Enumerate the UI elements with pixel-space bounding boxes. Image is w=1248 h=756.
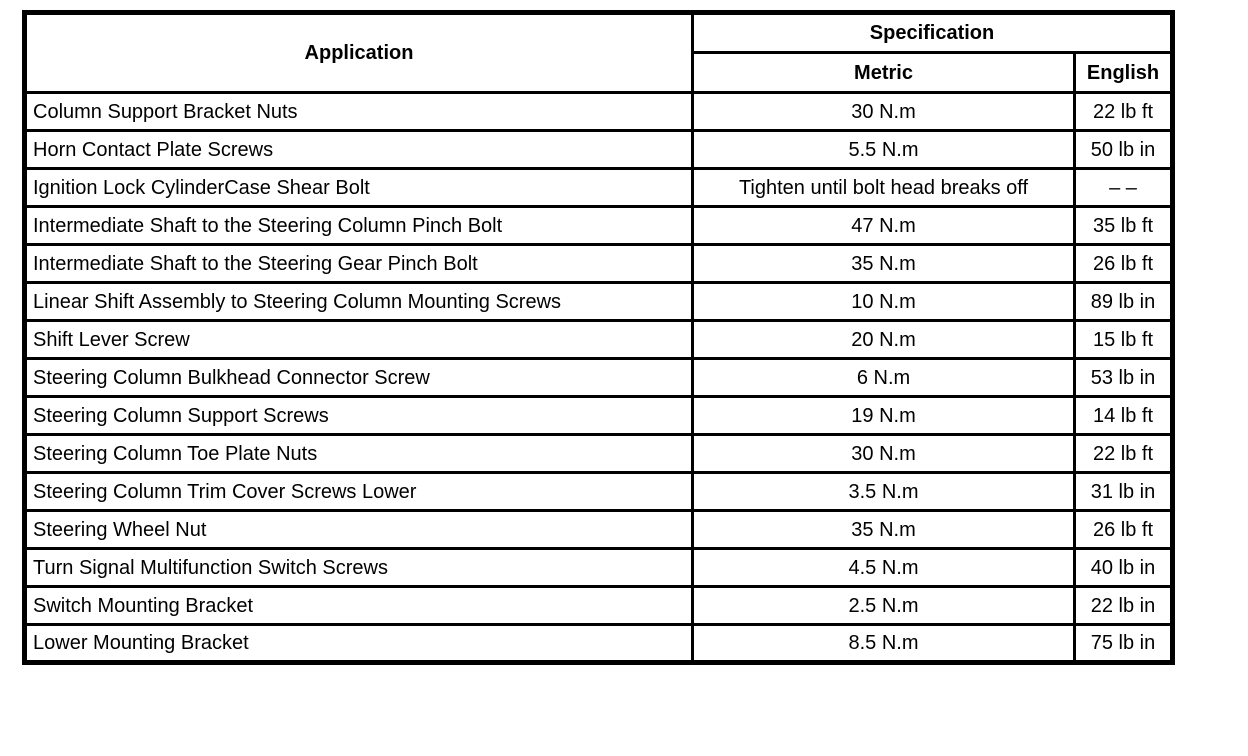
metric-cell: 30 N.m: [693, 435, 1075, 473]
metric-cell: 6 N.m: [693, 359, 1075, 397]
metric-cell: 10 N.m: [693, 283, 1075, 321]
metric-cell: 47 N.m: [693, 207, 1075, 245]
metric-cell: 8.5 N.m: [693, 625, 1075, 663]
english-header: English: [1075, 53, 1173, 93]
application-cell: Steering Column Toe Plate Nuts: [25, 435, 693, 473]
application-header: Application: [25, 13, 693, 93]
application-cell: Intermediate Shaft to the Steering Gear Pinch Bolt: [25, 245, 693, 283]
english-cell: 53 lb in: [1075, 359, 1173, 397]
metric-cell: Tighten until bolt head breaks off: [693, 169, 1075, 207]
table-row: [25, 321, 1173, 359]
table-row: [25, 359, 1173, 397]
english-cell: 26 lb ft: [1075, 511, 1173, 549]
table-row: [25, 625, 1173, 663]
application-cell: Intermediate Shaft to the Steering Column Pinch Bolt: [25, 207, 693, 245]
table-row: [25, 511, 1173, 549]
english-cell: 15 lb ft: [1075, 321, 1173, 359]
english-cell: 40 lb in: [1075, 549, 1173, 587]
application-cell: Steering Column Bulkhead Connector Screw: [25, 359, 693, 397]
header-row-1: [25, 13, 1173, 53]
application-cell: Steering Column Trim Cover Screws Lower: [25, 473, 693, 511]
metric-cell: 35 N.m: [693, 511, 1075, 549]
table-row: [25, 131, 1173, 169]
table-row: [25, 397, 1173, 435]
metric-cell: 2.5 N.m: [693, 587, 1075, 625]
english-cell: – –: [1075, 169, 1173, 207]
metric-cell: 4.5 N.m: [693, 549, 1075, 587]
metric-cell: 30 N.m: [693, 93, 1075, 131]
english-cell: 35 lb ft: [1075, 207, 1173, 245]
metric-cell: 19 N.m: [693, 397, 1075, 435]
application-cell: Steering Wheel Nut: [25, 511, 693, 549]
english-cell: 22 lb in: [1075, 587, 1173, 625]
application-cell: Steering Column Support Screws: [25, 397, 693, 435]
application-cell: Linear Shift Assembly to Steering Column Mounting Screws: [25, 283, 693, 321]
application-cell: Shift Lever Screw: [25, 321, 693, 359]
table-row: [25, 245, 1173, 283]
metric-header: Metric: [693, 53, 1075, 93]
english-cell: 89 lb in: [1075, 283, 1173, 321]
application-cell: Column Support Bracket Nuts: [25, 93, 693, 131]
metric-cell: 3.5 N.m: [693, 473, 1075, 511]
table-row: [25, 93, 1173, 131]
english-cell: 26 lb ft: [1075, 245, 1173, 283]
table-body: [25, 93, 1173, 663]
table-row: [25, 587, 1173, 625]
metric-cell: 5.5 N.m: [693, 131, 1075, 169]
english-cell: 14 lb ft: [1075, 397, 1173, 435]
english-cell: 22 lb ft: [1075, 435, 1173, 473]
table-row: [25, 283, 1173, 321]
table-row: [25, 473, 1173, 511]
table-row: [25, 435, 1173, 473]
table-row: [25, 169, 1173, 207]
table-row: [25, 207, 1173, 245]
application-cell: Ignition Lock CylinderCase Shear Bolt: [25, 169, 693, 207]
table-row: [25, 549, 1173, 587]
specification-header: Specification: [693, 13, 1173, 53]
english-cell: 31 lb in: [1075, 473, 1173, 511]
torque-spec-table: [22, 10, 1175, 665]
application-cell: Lower Mounting Bracket: [25, 625, 693, 663]
english-cell: 22 lb ft: [1075, 93, 1173, 131]
application-cell: Turn Signal Multifunction Switch Screws: [25, 549, 693, 587]
english-cell: 75 lb in: [1075, 625, 1173, 663]
metric-cell: 20 N.m: [693, 321, 1075, 359]
english-cell: 50 lb in: [1075, 131, 1173, 169]
table-header: [25, 13, 1173, 93]
metric-cell: 35 N.m: [693, 245, 1075, 283]
document-page: [0, 10, 1248, 756]
application-cell: Switch Mounting Bracket: [25, 587, 693, 625]
application-cell: Horn Contact Plate Screws: [25, 131, 693, 169]
